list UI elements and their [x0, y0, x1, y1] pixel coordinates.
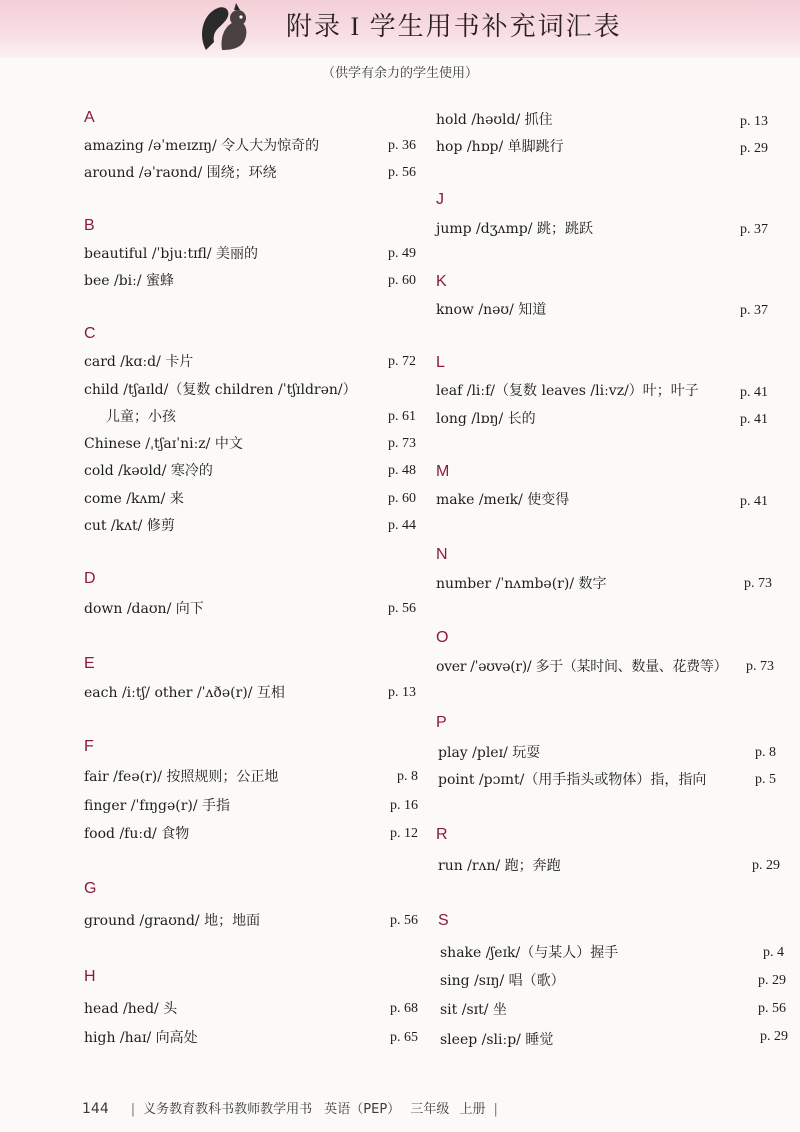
page-ref: p. 48 [388, 463, 416, 478]
page-ref: p. 8 [755, 745, 776, 760]
page-ref: p. 60 [388, 273, 416, 288]
section-letter: K [436, 273, 447, 290]
section-letter: S [438, 912, 449, 929]
vocab-entry: sit /sɪt/ 坐 [440, 1002, 507, 1018]
page-ref: p. 73 [744, 576, 772, 591]
vocab-entry: run /rʌn/ 跑；奔跑 [438, 858, 561, 874]
vocab-entry: play /pleɪ/ 玩耍 [438, 745, 541, 761]
page-ref: p. 29 [752, 858, 780, 873]
page-ref: p. 56 [388, 165, 416, 180]
page-ref: p. 41 [740, 385, 768, 400]
section-letter: M [436, 463, 450, 480]
section-letter: E [84, 655, 95, 672]
footer-book-title: 义务教育教科书教师教学用书 [143, 1102, 313, 1117]
section-letter: J [436, 191, 444, 208]
squirrel-icon [196, 0, 252, 52]
page-ref: p. 56 [758, 1001, 786, 1016]
page-ref: p. 37 [740, 303, 768, 318]
vocab-entry: cold /kəʊld/ 寒冷的 [84, 463, 213, 479]
vocab-entry: child /tʃaɪld/（复数 children /ˈtʃɪldrən/） [84, 382, 357, 398]
vocab-entry: around /əˈraʊnd/ 围绕；环绕 [84, 165, 277, 181]
vocab-entry: each /iːtʃ/ other /ˈʌðə(r)/ 互相 [84, 685, 285, 701]
vocab-entry: hold /həʊld/ 抓住 [436, 112, 553, 128]
section-letter: C [84, 325, 96, 342]
vocab-entry: beautiful /ˈbjuːtɪfl/ 美丽的 [84, 246, 259, 262]
page-ref: p. 16 [390, 798, 418, 813]
vocab-entry: down /daʊn/ 向下 [84, 601, 204, 617]
vocab-entry: cut /kʌt/ 修剪 [84, 518, 175, 534]
vocab-entry: leaf /liːf/（复数 leaves /liːvz/）叶；叶子 [436, 383, 699, 399]
vocab-entry: know /nəʊ/ 知道 [436, 302, 547, 318]
page-ref: p. 68 [390, 1001, 418, 1016]
page-number: 144 [82, 1101, 109, 1117]
section-letter: R [436, 826, 448, 843]
page-ref: p. 41 [740, 412, 768, 427]
page-ref: p. 56 [390, 913, 418, 928]
section-letter: P [436, 714, 447, 731]
page-ref: p. 60 [388, 491, 416, 506]
vocab-entry: hop /hɒp/ 单脚跳行 [436, 139, 564, 155]
vocab-entry: fair /feə(r)/ 按照规则；公正地 [84, 769, 279, 785]
vocab-entry: amazing /əˈmeɪzɪŋ/ 令人大为惊奇的 [84, 138, 320, 154]
page-ref: p. 56 [388, 601, 416, 616]
footer-separator: | [493, 1102, 498, 1117]
page-ref: p. 65 [390, 1030, 418, 1045]
vocab-entry-continuation: 儿童；小孩 [106, 409, 176, 425]
vocab-entry: long /lɒŋ/ 长的 [436, 411, 536, 427]
footer-volume: 上册 [459, 1102, 486, 1117]
page-title: 附录 I 学生用书补充词汇表 [286, 12, 622, 41]
section-letter: L [436, 354, 445, 371]
page-footer [82, 1098, 506, 1117]
footer-subject: 英语（PEP） [324, 1102, 401, 1117]
page-ref: p. 29 [760, 1029, 788, 1044]
section-letter: N [436, 546, 448, 563]
section-letter: F [84, 738, 94, 755]
page-ref: p. 72 [388, 354, 416, 369]
page-ref: p. 13 [740, 114, 768, 129]
vocab-entry: finger /ˈfɪŋgə(r)/ 手指 [84, 798, 231, 814]
page-ref: p. 61 [388, 409, 416, 424]
page-ref: p. 49 [388, 246, 416, 261]
page-subtitle: （供学有余力的学生使用） [321, 66, 478, 81]
vocab-entry: point /pɔɪnt/（用手指头或物体）指，指向 [438, 772, 707, 788]
page-ref: p. 73 [388, 436, 416, 451]
vocab-entry: come /kʌm/ 来 [84, 491, 184, 507]
footer-grade: 三年级 [410, 1102, 450, 1117]
page-ref: p. 73 [746, 659, 774, 674]
vocab-entry: make /meɪk/ 使变得 [436, 492, 570, 508]
vocab-entry: ground /graʊnd/ 地；地面 [84, 913, 261, 929]
section-letter: G [84, 880, 97, 897]
page-ref: p. 5 [755, 772, 776, 787]
page-ref: p. 36 [388, 138, 416, 153]
vocab-entry: jump /dʒʌmp/ 跳；跳跃 [436, 221, 593, 237]
vocab-entry: bee /biː/ 蜜蜂 [84, 273, 175, 289]
page-ref: p. 29 [758, 973, 786, 988]
page-ref: p. 44 [388, 518, 416, 533]
vocab-entry: number /ˈnʌmbə(r)/ 数字 [436, 576, 607, 592]
vocab-entry: shake /ʃeɪk/（与某人）握手 [440, 945, 619, 961]
section-letter: H [84, 968, 96, 985]
section-letter: A [84, 109, 95, 126]
page-ref: p. 37 [740, 222, 768, 237]
page-ref: p. 8 [397, 769, 418, 784]
section-letter: D [84, 570, 96, 587]
vocab-entry: over /ˈəʊvə(r)/ 多于（某时间、数量、花费等） [436, 659, 728, 675]
page-ref: p. 13 [388, 685, 416, 700]
vocab-entry: sleep /sliːp/ 睡觉 [440, 1032, 554, 1048]
vocab-entry: head /hed/ 头 [84, 1001, 178, 1017]
page-ref: p. 4 [763, 945, 784, 960]
page-ref: p. 12 [390, 826, 418, 841]
section-letter: B [84, 217, 95, 234]
vocab-entry: sing /sɪŋ/ 唱（歌） [440, 973, 565, 989]
page-ref: p. 41 [740, 494, 768, 509]
footer-separator: | [130, 1102, 136, 1117]
page-ref: p. 29 [740, 141, 768, 156]
vocab-entry: food /fuːd/ 食物 [84, 826, 190, 842]
vocab-entry: card /kɑːd/ 卡片 [84, 354, 194, 370]
section-letter: O [436, 629, 449, 646]
vocab-entry: Chinese /ˌtʃaɪˈniːz/ 中文 [84, 436, 243, 452]
vocab-entry: high /haɪ/ 向高处 [84, 1030, 198, 1046]
